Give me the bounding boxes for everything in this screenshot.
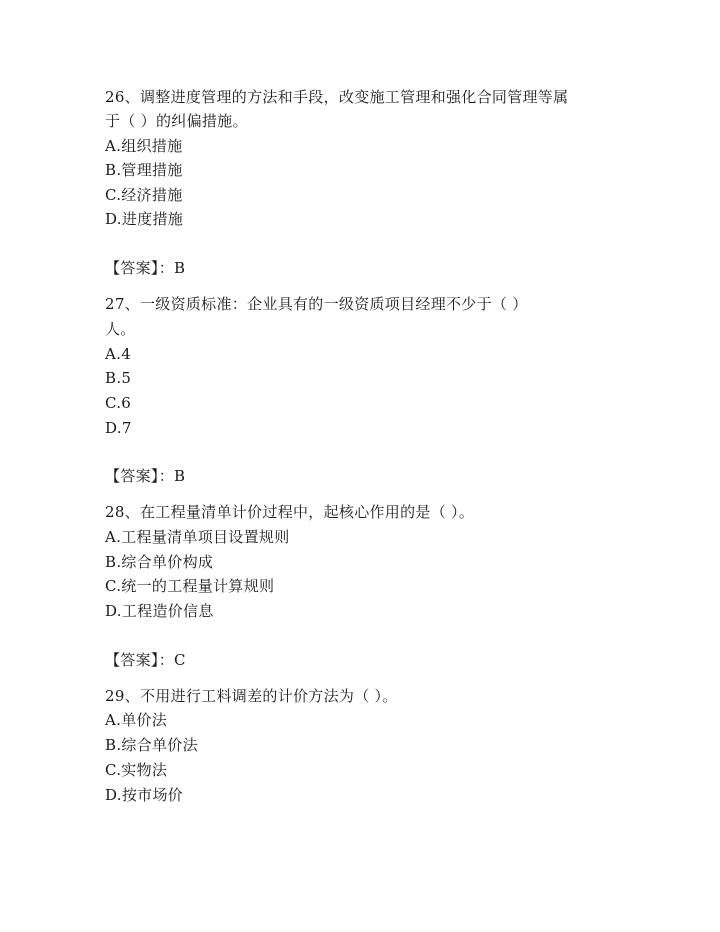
- question-27-option-a: A.4: [105, 345, 132, 363]
- question-26-option-d: D.进度措施: [105, 210, 184, 228]
- question-29-option-b: B.综合单价法: [105, 736, 198, 754]
- question-26-stem-line-2: 于（ ）的纠偏措施。: [105, 112, 248, 130]
- question-27-option-d: D.7: [105, 419, 132, 437]
- question-28-option-d: D.工程造价信息: [105, 602, 214, 620]
- question-26-option-a: A.组织措施: [105, 137, 183, 155]
- question-28-stem-line-1: 28、在工程量清单计价过程中，起核心作用的是（ ）。: [105, 503, 475, 521]
- question-29-stem-line-1: 29、不用进行工料调差的计价方法为（ ）。: [105, 687, 398, 705]
- question-29-option-d: D.按市场价: [105, 786, 184, 804]
- question-27-option-b: B.5: [105, 369, 132, 387]
- question-28-option-c: C.统一的工程量计算规则: [105, 577, 275, 595]
- question-28-answer: 【答案】：C: [105, 651, 186, 669]
- question-29-option-c: C.实物法: [105, 761, 168, 779]
- question-27-option-c: C.6: [105, 394, 132, 412]
- question-28-option-b: B.综合单价构成: [105, 553, 214, 571]
- question-29-option-a: A.单价法: [105, 711, 168, 729]
- question-26-stem-line-1: 26、调整进度管理的方法和手段，改变施工管理和强化合同管理等属: [105, 88, 569, 106]
- question-28-option-a: A.工程量清单项目设置规则: [105, 528, 290, 546]
- question-27-stem-line-2: 人。: [105, 320, 136, 338]
- question-26-option-b: B.管理措施: [105, 161, 183, 179]
- question-27-answer: 【答案】：B: [105, 467, 186, 485]
- question-27-stem-line-1: 27、一级资质标准：企业具有的一级资质项目经理不少于（ ）: [105, 295, 528, 313]
- question-26-answer: 【答案】：B: [105, 259, 186, 277]
- question-26-option-c: C.经济措施: [105, 186, 183, 204]
